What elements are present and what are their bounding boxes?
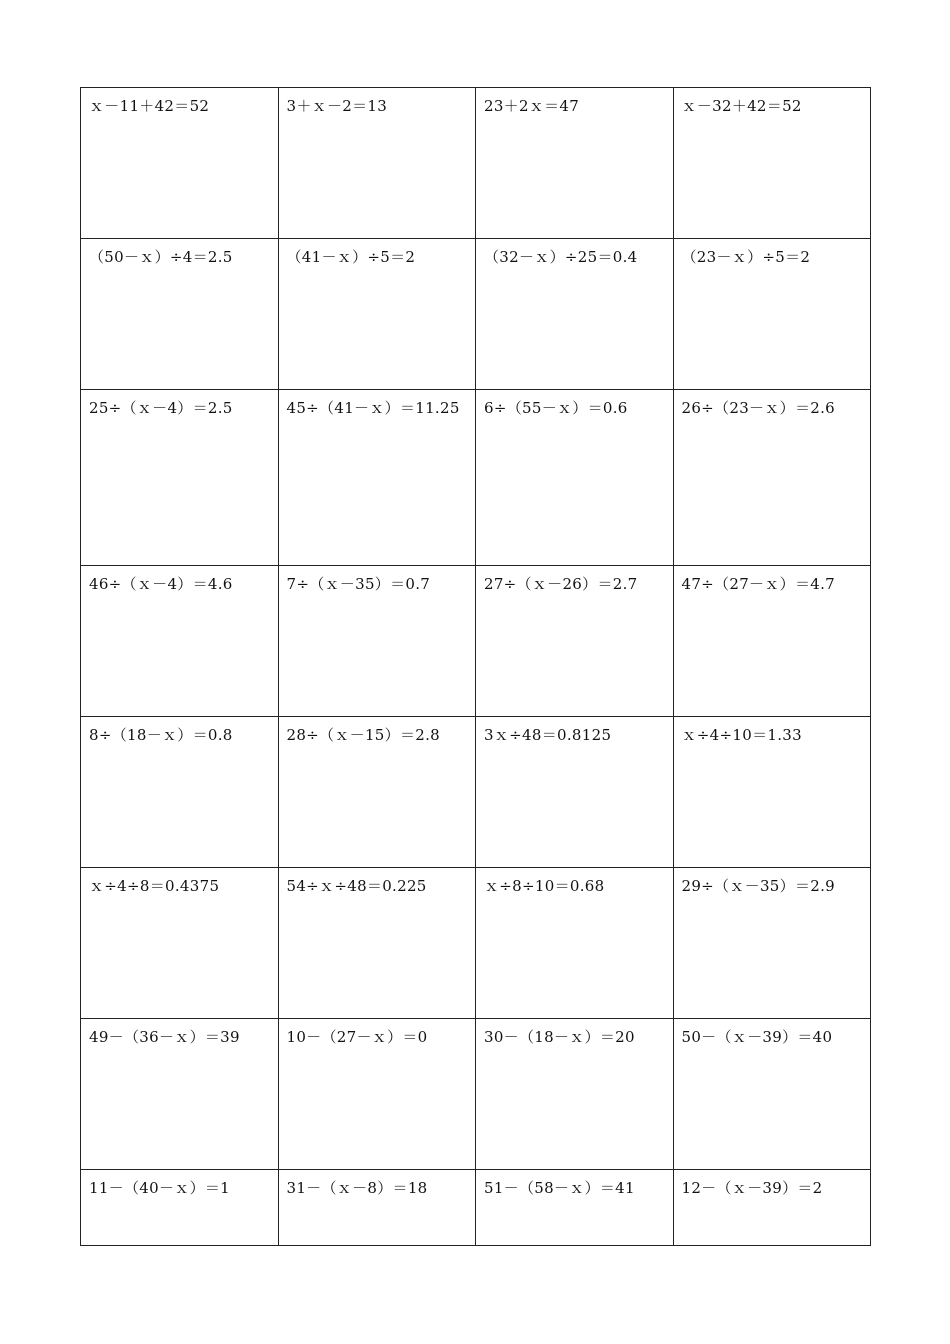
- table-row: [81, 88, 871, 239]
- table-row: [81, 717, 871, 868]
- equation-cell: （32－ｘ）÷25＝0.4: [476, 239, 674, 390]
- equation-cell: 31－（ｘ－8）＝18: [278, 1170, 476, 1246]
- equation-cell: 12－（ｘ－39）＝2: [673, 1170, 871, 1246]
- equation-cell: 6÷（55－ｘ）＝0.6: [476, 390, 674, 566]
- equation-cell: ｘ÷4÷10＝1.33: [673, 717, 871, 868]
- equation-cell: ｘ÷8÷10＝0.68: [476, 868, 674, 1019]
- equation-cell: 10－（27－ｘ）＝0: [278, 1019, 476, 1170]
- equation-worksheet-table: [80, 87, 871, 1246]
- equation-cell: 11－（40－ｘ）＝1: [81, 1170, 279, 1246]
- equation-cell: 23＋2ｘ＝47: [476, 88, 674, 239]
- equation-cell: 54÷ｘ÷48＝0.225: [278, 868, 476, 1019]
- table-row: [81, 1170, 871, 1246]
- equation-cell: 47÷（27－ｘ）＝4.7: [673, 566, 871, 717]
- equation-cell: （41－ｘ）÷5＝2: [278, 239, 476, 390]
- equation-cell: 30－（18－ｘ）＝20: [476, 1019, 674, 1170]
- equation-cell: 46÷（ｘ－4）＝4.6: [81, 566, 279, 717]
- equation-cell: 50－（ｘ－39）＝40: [673, 1019, 871, 1170]
- table-row: [81, 239, 871, 390]
- table-row: [81, 868, 871, 1019]
- equation-cell: 49－（36－ｘ）＝39: [81, 1019, 279, 1170]
- equation-cell: 26÷（23－ｘ）＝2.6: [673, 390, 871, 566]
- equation-cell: ｘ－32＋42＝52: [673, 88, 871, 239]
- equation-cell: 8÷（18－ｘ）＝0.8: [81, 717, 279, 868]
- table-row: [81, 1019, 871, 1170]
- equation-cell: 28÷（ｘ－15）＝2.8: [278, 717, 476, 868]
- equation-cell: 29÷（ｘ－35）＝2.9: [673, 868, 871, 1019]
- equation-cell: 3ｘ÷48＝0.8125: [476, 717, 674, 868]
- equation-cell: ｘ÷4÷8＝0.4375: [81, 868, 279, 1019]
- equation-cell: 27÷（ｘ－26）＝2.7: [476, 566, 674, 717]
- equation-cell: 25÷（ｘ－4）＝2.5: [81, 390, 279, 566]
- equation-cell: 51－（58－ｘ）＝41: [476, 1170, 674, 1246]
- table-row: [81, 390, 871, 566]
- equation-cell: （50－ｘ）÷4＝2.5: [81, 239, 279, 390]
- equation-cell: 3＋ｘ－2＝13: [278, 88, 476, 239]
- table-row: [81, 566, 871, 717]
- equation-cell: ｘ－11＋42＝52: [81, 88, 279, 239]
- equation-cell: 45÷（41－ｘ）＝11.25: [278, 390, 476, 566]
- equation-cell: （23－ｘ）÷5＝2: [673, 239, 871, 390]
- equation-cell: 7÷（ｘ－35）＝0.7: [278, 566, 476, 717]
